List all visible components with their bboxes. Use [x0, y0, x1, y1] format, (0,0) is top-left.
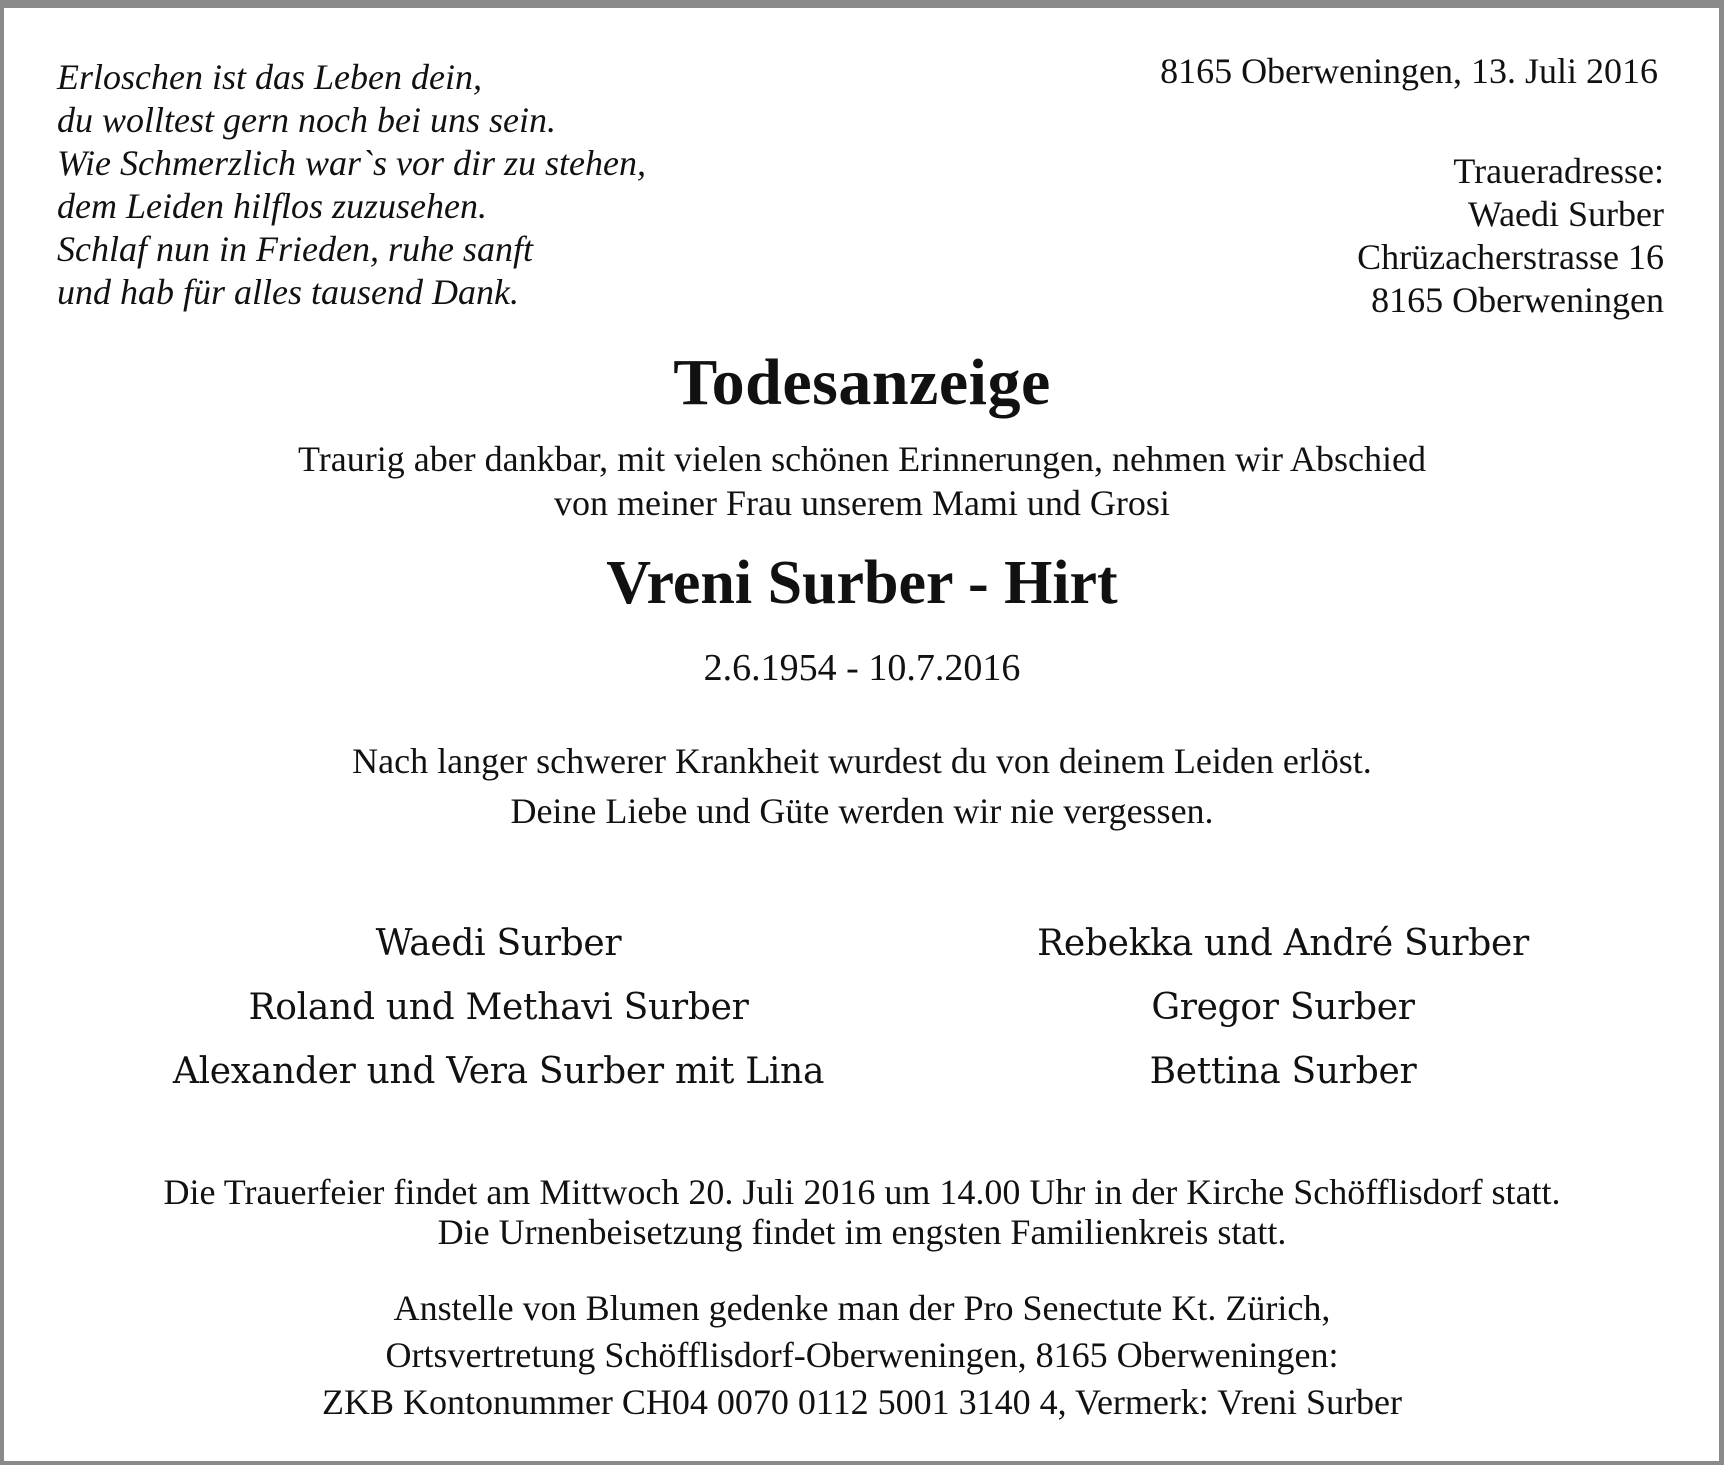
address-name: Waedi Surber	[1467, 194, 1664, 234]
service-info	[0, 1172, 1724, 1252]
tribute-line: Nach langer schwerer Krankheit wurdest du von deinem Leiden erlöst.	[352, 741, 1372, 781]
intro-line: von meiner Frau unserem Mami und Grosi	[554, 483, 1170, 523]
donation-line: Anstelle von Blumen gedenke man der Pro Senectute Kt. Zürich,	[393, 1288, 1331, 1328]
place-date: 8165 Oberweningen, 13. Juli 2016	[1160, 51, 1658, 91]
poem-line: Erloschen ist das Leben dein,	[57, 57, 482, 97]
poem-line: und hab für alles tausend Dank.	[57, 272, 519, 312]
donation-info	[0, 1285, 1724, 1426]
tribute-text	[0, 736, 1724, 836]
donation-line: Ortsvertretung Schöfflisdorf-Oberweningen, 8165 Oberweningen:	[385, 1335, 1339, 1375]
intro-line: Traurig aber dankbar, mit vielen schönen Erinnerungen, nehmen wir Abschied	[298, 439, 1426, 479]
mourning-address	[1357, 150, 1664, 322]
poem-line: Wie Schmerzlich war`s vor dir zu stehen,	[57, 143, 646, 183]
poem-line: Schlaf nun in Frieden, ruhe sanft	[57, 229, 533, 269]
life-dates: 2.6.1954 - 10.7.2016	[703, 647, 1021, 689]
poem-line: dem Leiden hilflos zuzusehen.	[57, 186, 487, 226]
address-label: Traueradresse:	[1453, 151, 1664, 191]
page-title: Todesanzeige	[673, 346, 1051, 419]
address-street: Chrüzacherstrasse 16	[1357, 237, 1664, 277]
mourner-entry: Alexander und Vera Surber mit Lina	[172, 1051, 825, 1092]
deceased-name: Vreni Surber - Hirt	[606, 549, 1118, 617]
poem-line: du wolltest gern noch bei uns sein.	[57, 100, 556, 140]
address-city: 8165 Oberweningen	[1371, 280, 1664, 320]
service-line: Die Trauerfeier findet am Mittwoch 20. Juli 2016 um 14.00 Uhr in der Kirche Schöfflisdorf statt.	[163, 1172, 1561, 1212]
mourner-entry: Gregor Surber	[1151, 987, 1415, 1028]
mourner-entry: Bettina Surber	[1149, 1051, 1417, 1092]
tribute-line: Deine Liebe und Güte werden wir nie vergessen.	[510, 791, 1214, 831]
mourner-entry: Waedi Surber	[375, 923, 622, 964]
intro-text	[0, 437, 1724, 525]
service-line: Die Urnenbeisetzung findet im engsten Familienkreis statt.	[437, 1212, 1287, 1252]
mourner-entry: Rebekka und André Surber	[1037, 923, 1529, 964]
mourner-entry: Roland und Methavi Surber	[248, 987, 749, 1028]
mourners-right-column	[0, 912, 1724, 1104]
donation-line: ZKB Kontonummer CH04 0070 0112 5001 3140 4, Vermerk: Vreni Surber	[321, 1382, 1403, 1422]
poem	[57, 56, 646, 314]
